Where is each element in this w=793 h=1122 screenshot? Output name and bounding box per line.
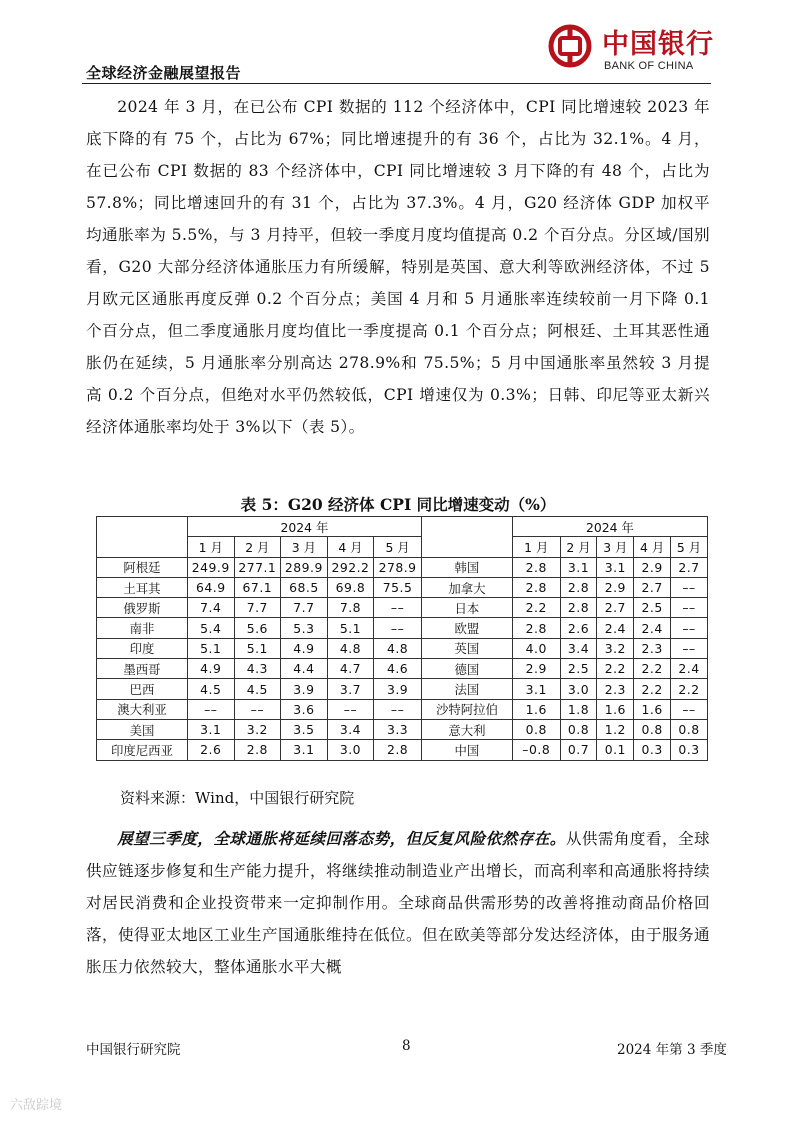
cpi-value-cell: 75.5 [374, 577, 422, 597]
cpi-value-cell: 0.3 [671, 740, 708, 760]
cpi-value-cell: –0.8 [512, 740, 560, 760]
country-name-cell: 澳大利亚 [97, 699, 188, 719]
cpi-value-cell: –– [374, 598, 422, 618]
cpi-value-cell: 1.8 [560, 699, 597, 719]
cpi-value-cell: 4.0 [512, 638, 560, 658]
month-header: 5 月 [374, 537, 422, 557]
cpi-value-cell: 1.6 [597, 699, 634, 719]
cpi-value-cell: 2.2 [634, 679, 671, 699]
paragraph-body: 从供需角度看，全球供应链逐步修复和生产能力提升，将继续推动制造业产出增长，而高利率和高通胀将持续对居民消费和企业投资带来一定抑制作用。全球商品供需形势的改善将推动商品价格回落，使得亚太地区工业生产国通胀维持在低位。但在欧美等部分发达经济体，由于服务通胀压力依然较大，整体通胀水平大概 [86, 830, 711, 976]
country-name-cell: 加拿大 [421, 577, 512, 597]
month-header: 1 月 [512, 537, 560, 557]
cpi-value-cell: 2.4 [597, 618, 634, 638]
page-number: 8 [402, 1038, 411, 1054]
paragraph-text: 2024 年 3 月，在已公布 CPI 数据的 112 个经济体中，CPI 同比增速较 2023 年底下降的有 75 个，占比为 67%；同比增速提升的有 36 个，占比为 32.1%。4 月，在已公布 CPI 数据的 83 个经济体中，CPI 同比增速较 3 月下降的有 48 个，占比为 57.8%；同比增速回升的有 31 个，占比为 37.3%。4 月，G20 经济体 GDP 加权平均通胀率为 5.5%，与 3 月持平，但较一季度月度均值提高 0.2 个百分点。分区域/国别看，G20 大部分经济体通胀压力有所缓解，特别是英国、意大利等欧洲经济体，不过 5 月欧元区通胀再度反弹 0.2 个百分点；美国 4 月和 5 月通胀率连续较前一月下降 0.1 个百分点，但二季度通胀月度均值比一季度提高 0.1 个百分点；阿根廷、土耳其恶性通胀仍在延续，5 月通胀率分别高达 278.9%和 75.5%；5 月中国通胀率虽然较 3 月提高 0.2 个百分点，但绝对水平仍然较低，CPI 增速仅为 0.3%；日韩、印尼等亚太新兴经济体通胀率均处于 3%以下（表 5）。 [86, 98, 710, 436]
table-row [97, 719, 708, 739]
footer-organization: 中国银行研究院 [86, 1042, 181, 1058]
cpi-value-cell: 3.2 [597, 638, 634, 658]
cpi-value-cell: 4.5 [234, 679, 281, 699]
cpi-value-cell: 3.7 [327, 679, 374, 699]
cpi-value-cell: 4.8 [374, 638, 422, 658]
table-row [97, 659, 708, 679]
country-name-cell: 土耳其 [97, 577, 188, 597]
table-header-year-row [97, 517, 708, 537]
paragraph-lead: 展望三季度，全球通胀将延续回落态势，但反复风险依然存在。 [117, 829, 566, 848]
cpi-value-cell: 2.3 [634, 638, 671, 658]
country-name-cell: 南非 [97, 618, 188, 638]
paragraph-text [86, 823, 710, 983]
cpi-value-cell: 5.3 [281, 618, 328, 638]
cpi-value-cell: 3.4 [327, 719, 374, 739]
table-row [97, 598, 708, 618]
table-caption: 表 5：G20 经济体 CPI 同比增速变动（%） [240, 495, 556, 514]
cpi-value-cell: 2.4 [671, 659, 708, 679]
cpi-value-cell: 2.8 [560, 577, 597, 597]
country-name-cell: 意大利 [421, 719, 512, 739]
cpi-value-cell: 7.4 [188, 598, 235, 618]
cpi-value-cell: 2.5 [634, 598, 671, 618]
body-paragraph-1 [86, 91, 710, 443]
cpi-value-cell: –– [234, 699, 281, 719]
cpi-value-cell: 2.9 [634, 557, 671, 577]
cpi-value-cell: 1.2 [597, 719, 634, 739]
cpi-value-cell: –– [374, 699, 422, 719]
cpi-value-cell: 4.4 [281, 659, 328, 679]
cpi-value-cell: –– [327, 699, 374, 719]
country-name-cell: 韩国 [421, 557, 512, 577]
month-header: 2 月 [560, 537, 597, 557]
month-header: 5 月 [671, 537, 708, 557]
cpi-value-cell: 0.8 [512, 719, 560, 739]
country-name-cell: 俄罗斯 [97, 598, 188, 618]
month-header: 3 月 [281, 537, 328, 557]
cpi-value-cell: –– [374, 618, 422, 638]
cpi-value-cell: 2.8 [560, 598, 597, 618]
bank-of-china-emblem-icon [548, 24, 592, 68]
left-year-header: 2024 年 [188, 517, 422, 537]
cpi-value-cell: 5.6 [234, 618, 281, 638]
cpi-value-cell: 2.7 [671, 557, 708, 577]
cpi-value-cell: 3.1 [560, 557, 597, 577]
cpi-value-cell: 3.9 [281, 679, 328, 699]
cpi-value-cell: 3.1 [597, 557, 634, 577]
cpi-value-cell: 1.6 [634, 699, 671, 719]
cpi-value-cell: 3.0 [560, 679, 597, 699]
cpi-value-cell: 4.8 [327, 638, 374, 658]
table-header-month-row [97, 537, 708, 557]
header-divider [82, 83, 711, 84]
table-row [97, 638, 708, 658]
cpi-value-cell: –– [671, 598, 708, 618]
month-header: 2 月 [234, 537, 281, 557]
cpi-value-cell: 2.2 [634, 659, 671, 679]
report-title: 全球经济金融展望报告 [86, 64, 242, 82]
cpi-value-cell: 0.8 [634, 719, 671, 739]
cpi-value-cell: 64.9 [188, 577, 235, 597]
country-name-cell: 巴西 [97, 679, 188, 699]
cpi-value-cell: 3.1 [512, 679, 560, 699]
cpi-value-cell: 2.5 [560, 659, 597, 679]
cpi-value-cell: 3.1 [281, 740, 328, 760]
cpi-value-cell: –– [671, 618, 708, 638]
cpi-value-cell: 0.7 [560, 740, 597, 760]
body-paragraph-2 [86, 823, 710, 983]
cpi-value-cell: 3.0 [327, 740, 374, 760]
cpi-value-cell: 2.3 [597, 679, 634, 699]
country-name-cell: 欧盟 [421, 618, 512, 638]
cpi-value-cell: 7.8 [327, 598, 374, 618]
table-source-note: 资料来源：Wind，中国银行研究院 [120, 789, 355, 807]
cpi-value-cell: 68.5 [281, 577, 328, 597]
country-name-cell: 墨西哥 [97, 659, 188, 679]
cpi-value-cell: 2.9 [597, 577, 634, 597]
table-row [97, 679, 708, 699]
cpi-value-cell: 0.8 [560, 719, 597, 739]
cpi-value-cell: 3.3 [374, 719, 422, 739]
cpi-value-cell: –– [188, 699, 235, 719]
logo-chinese-name: 中国银行 [602, 29, 714, 60]
table-row [97, 557, 708, 577]
cpi-value-cell: 7.7 [281, 598, 328, 618]
cpi-value-cell: 2.2 [512, 598, 560, 618]
cpi-value-cell: 1.6 [512, 699, 560, 719]
cpi-value-cell: 2.8 [374, 740, 422, 760]
cpi-value-cell: 4.3 [234, 659, 281, 679]
cpi-value-cell: 2.6 [188, 740, 235, 760]
table-row [97, 699, 708, 719]
cpi-value-cell: 0.8 [671, 719, 708, 739]
cpi-value-cell: 2.8 [512, 557, 560, 577]
month-header: 4 月 [634, 537, 671, 557]
cpi-value-cell: 289.9 [281, 557, 328, 577]
country-name-cell: 印度尼西亚 [97, 740, 188, 760]
cpi-value-cell: 3.6 [281, 699, 328, 719]
country-name-cell: 日本 [421, 598, 512, 618]
header-empty-cell [97, 517, 188, 558]
country-name-cell: 中国 [421, 740, 512, 760]
cpi-value-cell: 3.2 [234, 719, 281, 739]
cpi-value-cell: 5.1 [188, 638, 235, 658]
cpi-value-cell: 69.8 [327, 577, 374, 597]
country-name-cell: 阿根廷 [97, 557, 188, 577]
month-header: 4 月 [327, 537, 374, 557]
cpi-value-cell: 4.9 [281, 638, 328, 658]
cpi-value-cell: 3.5 [281, 719, 328, 739]
cpi-value-cell: 2.7 [634, 577, 671, 597]
cpi-value-cell: –– [671, 577, 708, 597]
cpi-value-cell: 292.2 [327, 557, 374, 577]
cpi-value-cell: 249.9 [188, 557, 235, 577]
cpi-value-cell: 278.9 [374, 557, 422, 577]
cpi-value-cell: 5.1 [234, 638, 281, 658]
cpi-value-cell: 2.9 [512, 659, 560, 679]
logo-english-name: BANK OF CHINA [604, 60, 694, 72]
cpi-value-cell: 2.2 [597, 659, 634, 679]
cpi-table [96, 516, 708, 761]
cpi-value-cell: 2.6 [560, 618, 597, 638]
cpi-value-cell: 4.9 [188, 659, 235, 679]
cpi-value-cell: 7.7 [234, 598, 281, 618]
header-empty-cell [421, 517, 512, 558]
cpi-value-cell: 0.1 [597, 740, 634, 760]
cpi-value-cell: 3.9 [374, 679, 422, 699]
cpi-value-cell: 2.8 [234, 740, 281, 760]
cpi-value-cell: 3.4 [560, 638, 597, 658]
country-name-cell: 法国 [421, 679, 512, 699]
table-row [97, 740, 708, 760]
month-header: 1 月 [188, 537, 235, 557]
month-header: 3 月 [597, 537, 634, 557]
cpi-value-cell: 5.4 [188, 618, 235, 638]
bank-logo [548, 22, 718, 80]
cpi-value-cell: 3.1 [188, 719, 235, 739]
watermark: 六敌踪境 [10, 1098, 63, 1113]
footer-period: 2024 年第 3 季度 [617, 1042, 727, 1058]
cpi-value-cell: 4.7 [327, 659, 374, 679]
table-row [97, 577, 708, 597]
cpi-value-cell: –– [671, 699, 708, 719]
cpi-value-cell: 4.5 [188, 679, 235, 699]
table-row [97, 618, 708, 638]
cpi-value-cell: –– [671, 638, 708, 658]
country-name-cell: 印度 [97, 638, 188, 658]
cpi-value-cell: 0.3 [634, 740, 671, 760]
cpi-value-cell: 277.1 [234, 557, 281, 577]
cpi-value-cell: 5.1 [327, 618, 374, 638]
right-year-header: 2024 年 [512, 517, 707, 537]
cpi-value-cell: 4.6 [374, 659, 422, 679]
cpi-value-cell: 2.8 [512, 577, 560, 597]
country-name-cell: 德国 [421, 659, 512, 679]
cpi-value-cell: 2.2 [671, 679, 708, 699]
cpi-value-cell: 2.7 [597, 598, 634, 618]
country-name-cell: 英国 [421, 638, 512, 658]
cpi-value-cell: 67.1 [234, 577, 281, 597]
country-name-cell: 美国 [97, 719, 188, 739]
cpi-value-cell: 2.4 [634, 618, 671, 638]
cpi-value-cell: 2.8 [512, 618, 560, 638]
country-name-cell: 沙特阿拉伯 [421, 699, 512, 719]
